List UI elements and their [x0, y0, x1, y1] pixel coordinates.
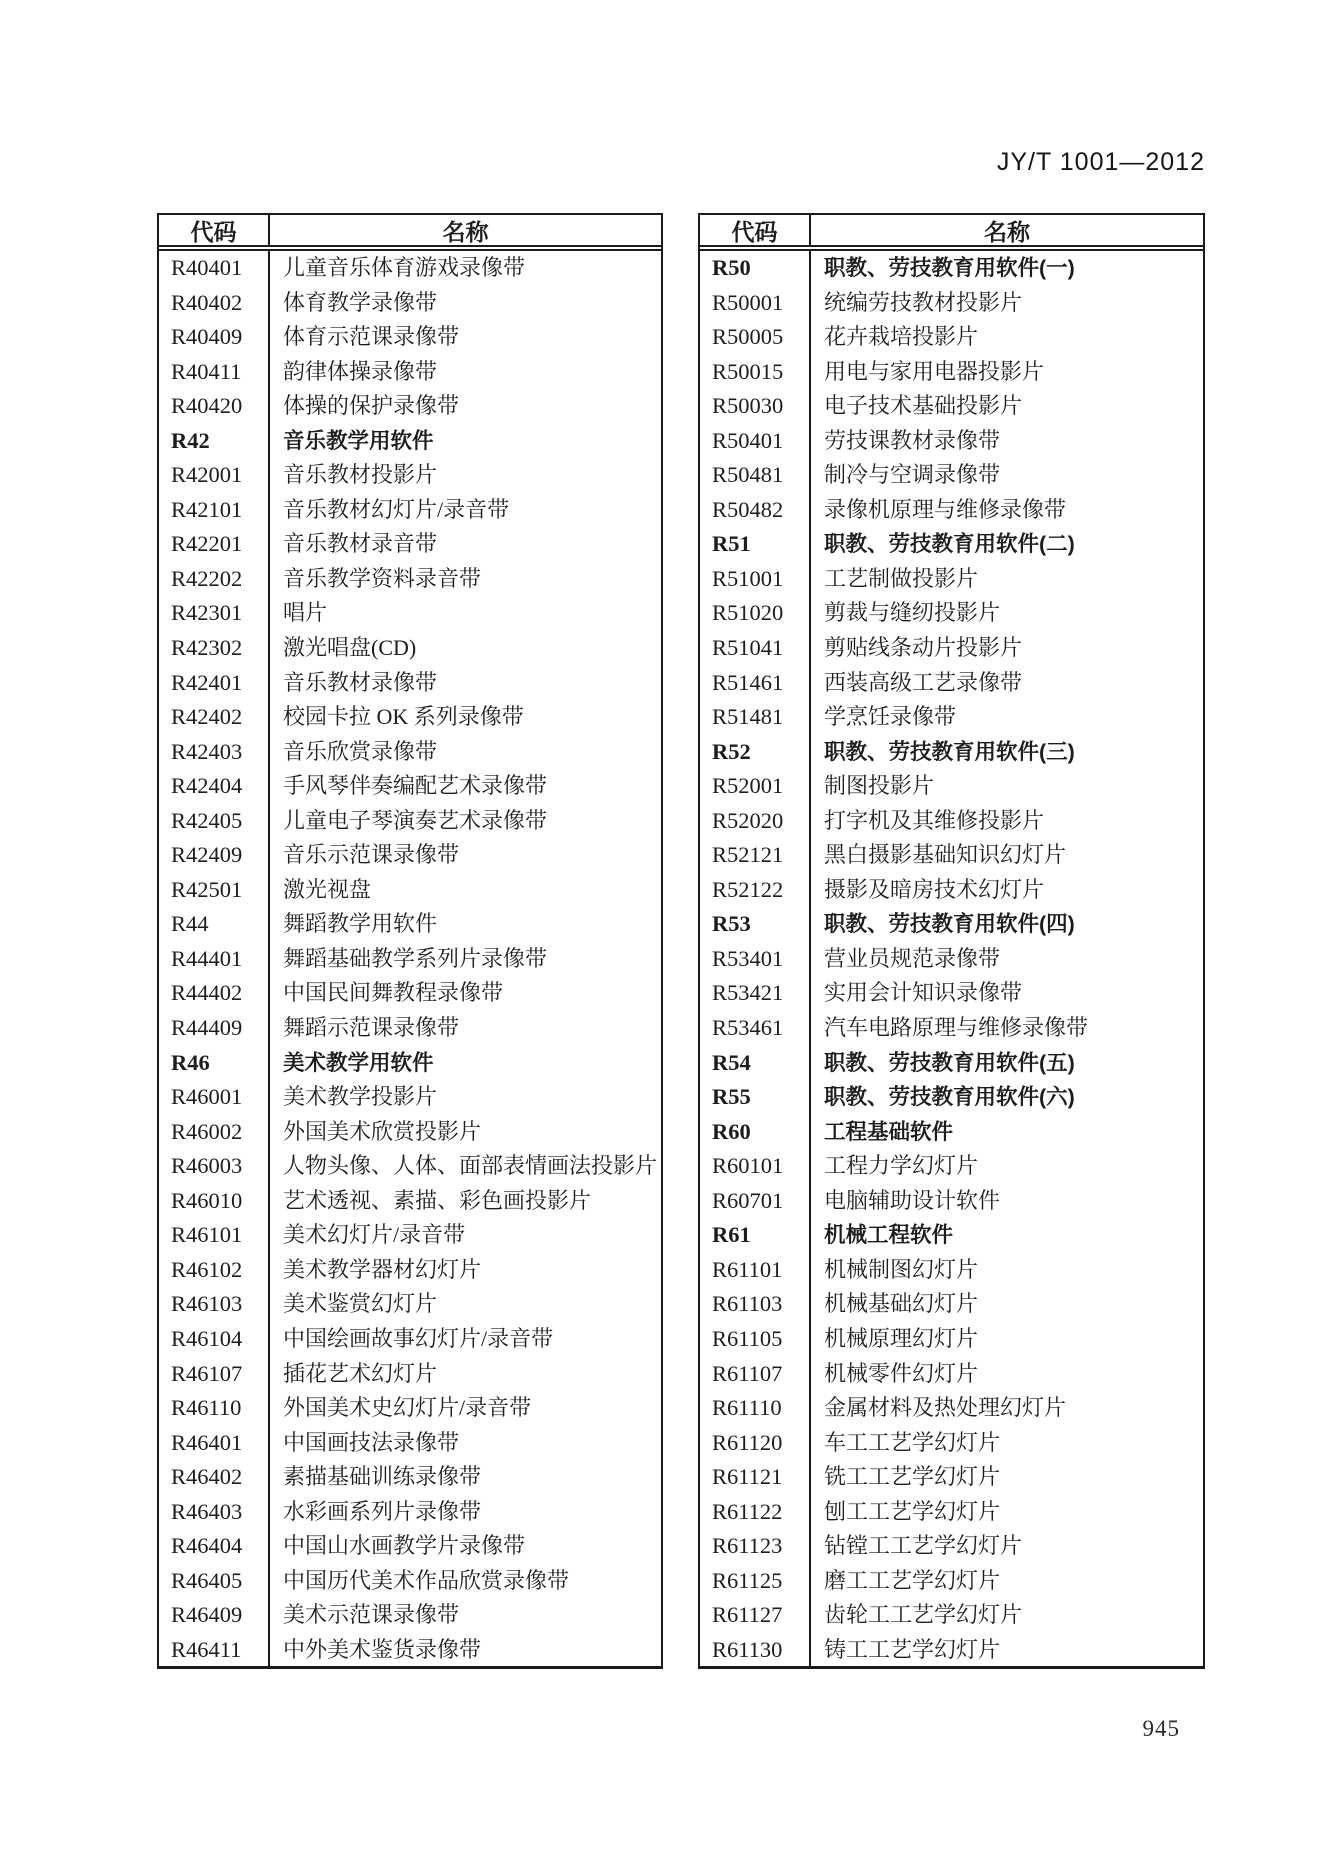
table-row: [159, 1495, 661, 1530]
name-cell: 实用会计知识录像带: [824, 980, 1023, 1006]
code-cell: R46001: [159, 1080, 270, 1115]
name-cell: 统编劳技教材投影片: [824, 289, 1023, 315]
name-cell: 机械制图幻灯片: [824, 1256, 979, 1282]
table-row: [700, 1011, 1203, 1046]
code-cell: R61103: [700, 1287, 811, 1322]
table-row: [700, 1564, 1203, 1599]
table-row: [159, 286, 661, 321]
table-row: [159, 666, 661, 701]
table-row: [159, 631, 661, 666]
table-row: [159, 1529, 661, 1564]
code-cell: R40420: [159, 389, 270, 424]
name-cell: 机械基础幻灯片: [824, 1291, 979, 1317]
code-cell: R61122: [700, 1495, 811, 1530]
table-row: [159, 562, 661, 597]
name-cell: 工艺制做投影片: [824, 565, 979, 591]
table-row: [700, 1046, 1203, 1081]
name-cell: 儿童电子琴演奏艺术录像带: [283, 807, 548, 833]
table-row: [700, 355, 1203, 390]
table-row: [159, 355, 661, 390]
name-cell: 中国画技法录像带: [283, 1429, 460, 1455]
name-cell: 汽车电路原理与维修录像带: [824, 1015, 1089, 1041]
code-cell: R61105: [700, 1322, 811, 1357]
name-cell: 工程基础软件: [824, 1119, 954, 1144]
code-cell: R40401: [159, 251, 270, 286]
name-cell: 儿童音乐体育游戏录像带: [283, 255, 526, 280]
name-cell: 舞蹈示范课录像带: [283, 1015, 460, 1041]
table-row: [159, 1357, 661, 1392]
name-cell: 花卉栽培投影片: [824, 324, 979, 350]
code-cell: R42301: [159, 596, 270, 631]
name-cell: 录像机原理与维修录像带: [824, 496, 1067, 522]
name-cell: 工程力学幻灯片: [824, 1153, 979, 1179]
name-cell: 中国绘画故事幻灯片/录音带: [283, 1325, 554, 1351]
name-cell: 激光视盘: [283, 876, 372, 902]
name-cell: 中外美术鉴货录像带: [283, 1636, 482, 1662]
name-cell: 中国山水画教学片录像带: [283, 1533, 526, 1559]
code-cell: R51: [700, 527, 811, 562]
table-row: [700, 976, 1203, 1011]
table-row: [159, 596, 661, 631]
name-cell: 劳技课教材录像带: [824, 427, 1001, 453]
code-cell: R61130: [700, 1633, 811, 1668]
table-row: [159, 1598, 661, 1633]
name-cell: 美术教学器材幻灯片: [283, 1256, 482, 1282]
name-cell: 校园卡拉 OK 系列录像带: [283, 704, 524, 730]
name-cell: 职教、劳技教育用软件(二): [824, 532, 1075, 557]
table-body: [700, 251, 1203, 1667]
code-cell: R46402: [159, 1460, 270, 1495]
table-row: [700, 1357, 1203, 1392]
code-cell: R46409: [159, 1598, 270, 1633]
code-cell: R42401: [159, 666, 270, 701]
code-cell: R55: [700, 1080, 811, 1115]
table-row: [700, 1218, 1203, 1253]
name-cell: 美术幻灯片/录音带: [283, 1222, 466, 1248]
name-cell: 西装高级工艺录像带: [824, 669, 1023, 695]
code-cell: R46103: [159, 1287, 270, 1322]
name-cell: 机械原理幻灯片: [824, 1325, 979, 1351]
name-cell: 中国民间舞教程录像带: [283, 980, 504, 1006]
table-row: [159, 1426, 661, 1461]
name-cell: 素描基础训练录像带: [283, 1464, 482, 1490]
table-row: [700, 666, 1203, 701]
code-cell: R53421: [700, 976, 811, 1011]
table-row: [159, 735, 661, 770]
code-table-left: [157, 213, 663, 1669]
name-cell: 水彩画系列片录像带: [283, 1498, 482, 1524]
code-cell: R50401: [700, 424, 811, 459]
code-cell: R46107: [159, 1357, 270, 1392]
name-cell: 打字机及其维修投影片: [824, 807, 1045, 833]
table-row: [159, 458, 661, 493]
name-cell: 职教、劳技教育用软件(三): [824, 739, 1075, 764]
name-cell: 音乐教材录音带: [283, 531, 438, 557]
name-cell: 制图投影片: [824, 773, 935, 799]
table-row: [700, 735, 1203, 770]
code-cell: R50030: [700, 389, 811, 424]
name-cell: 人物头像、人体、面部表情画法投影片: [283, 1153, 658, 1179]
code-cell: R61123: [700, 1529, 811, 1564]
code-cell: R52: [700, 735, 811, 770]
table-row: [159, 527, 661, 562]
name-cell: 外国美术史幻灯片/录音带: [283, 1395, 532, 1421]
name-cell: 体育示范课录像带: [283, 324, 460, 350]
name-cell: 音乐教材幻灯片/录音带: [283, 496, 510, 522]
code-cell: R60701: [700, 1184, 811, 1219]
table-row: [159, 804, 661, 839]
code-cell: R46101: [159, 1218, 270, 1253]
code-cell: R42201: [159, 527, 270, 562]
name-cell: 职教、劳技教育用软件(五): [824, 1050, 1075, 1075]
name-cell: 用电与家用电器投影片: [824, 358, 1045, 384]
name-cell: 音乐欣赏录像带: [283, 738, 438, 764]
code-cell: R61107: [700, 1357, 811, 1392]
name-cell: 职教、劳技教育用软件(一): [824, 256, 1075, 280]
table-row: [700, 873, 1203, 908]
code-cell: R52001: [700, 769, 811, 804]
name-cell: 剪裁与缝纫投影片: [824, 600, 1001, 626]
code-cell: R42: [159, 424, 270, 459]
table-header-row: [159, 215, 661, 251]
table-row: [700, 424, 1203, 459]
code-cell: R46411: [159, 1633, 270, 1668]
code-cell: R46002: [159, 1115, 270, 1150]
table-row: [700, 942, 1203, 977]
table-row: [700, 700, 1203, 735]
name-cell: 音乐示范课录像带: [283, 842, 460, 868]
name-cell: 营业员规范录像带: [824, 945, 1001, 971]
code-cell: R53: [700, 907, 811, 942]
code-cell: R53461: [700, 1011, 811, 1046]
name-cell: 摄影及暗房技术幻灯片: [824, 876, 1045, 902]
table-row: [159, 1218, 661, 1253]
code-cell: R42001: [159, 458, 270, 493]
table-row: [159, 873, 661, 908]
table-row: [159, 320, 661, 355]
name-cell: 体操的保护录像带: [283, 393, 460, 419]
table-row: [159, 1115, 661, 1150]
code-cell: R60: [700, 1115, 811, 1150]
name-cell: 黑白摄影基础知识幻灯片: [824, 842, 1067, 868]
code-cell: R40409: [159, 320, 270, 355]
table-row: [700, 1460, 1203, 1495]
code-cell: R44409: [159, 1011, 270, 1046]
table-row: [700, 907, 1203, 942]
table-row: [700, 631, 1203, 666]
table-row: [159, 1149, 661, 1184]
table-row: [700, 1495, 1203, 1530]
name-cell: 音乐教材录像带: [283, 669, 438, 695]
table-row: [700, 804, 1203, 839]
code-cell: R50005: [700, 320, 811, 355]
code-cell: R51481: [700, 700, 811, 735]
table-row: [159, 251, 661, 286]
code-cell: R42405: [159, 804, 270, 839]
code-cell: R44402: [159, 976, 270, 1011]
name-cell: 美术教学投影片: [283, 1084, 438, 1110]
table-row: [700, 1080, 1203, 1115]
name-cell: 制冷与空调录像带: [824, 462, 1001, 488]
name-cell: 铸工工艺学幻灯片: [824, 1636, 1001, 1662]
name-cell: 中国历代美术作品欣赏录像带: [283, 1567, 570, 1593]
code-cell: R42101: [159, 493, 270, 528]
code-cell: R46404: [159, 1529, 270, 1564]
code-cell: R53401: [700, 942, 811, 977]
name-cell: 美术鉴赏幻灯片: [283, 1291, 438, 1317]
code-cell: R46: [159, 1046, 270, 1081]
code-cell: R50482: [700, 493, 811, 528]
code-cell: R61127: [700, 1598, 811, 1633]
table-row: [700, 389, 1203, 424]
table-row: [700, 1426, 1203, 1461]
name-cell: 体育教学录像带: [283, 289, 438, 315]
table-body: [159, 251, 661, 1667]
table-row: [159, 976, 661, 1011]
table-row: [159, 1391, 661, 1426]
table-row: [159, 389, 661, 424]
name-cell: 电脑辅助设计软件: [824, 1187, 1001, 1213]
name-cell: 职教、劳技教育用软件(六): [824, 1085, 1075, 1110]
table-row: [159, 942, 661, 977]
code-cell: R50001: [700, 286, 811, 321]
table-row: [159, 907, 661, 942]
table-row: [159, 493, 661, 528]
code-cell: R50481: [700, 458, 811, 493]
name-cell: 美术示范课录像带: [283, 1602, 460, 1628]
table-row: [159, 769, 661, 804]
name-cell: 机械零件幻灯片: [824, 1360, 979, 1386]
code-cell: R61120: [700, 1426, 811, 1461]
table-row: [700, 1598, 1203, 1633]
table-row: [700, 493, 1203, 528]
code-cell: R54: [700, 1046, 811, 1081]
page-number: 945: [1142, 1716, 1180, 1741]
table-row: [159, 1253, 661, 1288]
column-header-code: 代码: [700, 215, 811, 245]
code-cell: R42402: [159, 700, 270, 735]
table-row: [159, 1011, 661, 1046]
code-cell: R50: [700, 251, 811, 286]
table-row: [700, 1253, 1203, 1288]
code-cell: R52121: [700, 838, 811, 873]
table-row: [159, 1322, 661, 1357]
code-cell: R46405: [159, 1564, 270, 1599]
table-row: [159, 700, 661, 735]
code-cell: R51041: [700, 631, 811, 666]
name-cell: 音乐教学用软件: [283, 428, 434, 453]
name-cell: 职教、劳技教育用软件(四): [824, 912, 1075, 937]
name-cell: 外国美术欣赏投影片: [283, 1118, 482, 1144]
code-cell: R42202: [159, 562, 270, 597]
code-cell: R40402: [159, 286, 270, 321]
code-cell: R52122: [700, 873, 811, 908]
table-row: [159, 1080, 661, 1115]
name-cell: 金属材料及热处理幻灯片: [824, 1395, 1067, 1421]
code-cell: R42302: [159, 631, 270, 666]
code-cell: R61121: [700, 1460, 811, 1495]
column-header-name: 名称: [442, 219, 489, 245]
table-row: [159, 1633, 661, 1668]
code-cell: R52020: [700, 804, 811, 839]
table-row: [700, 251, 1203, 286]
name-cell: 手风琴伴奏编配艺术录像带: [283, 773, 548, 799]
code-cell: R42403: [159, 735, 270, 770]
name-cell: 车工工艺学幻灯片: [824, 1429, 1001, 1455]
name-cell: 钻镗工工艺学幻灯片: [824, 1533, 1023, 1559]
table-row: [159, 1287, 661, 1322]
code-cell: R50015: [700, 355, 811, 390]
name-cell: 美术教学用软件: [283, 1050, 434, 1075]
table-row: [700, 562, 1203, 597]
name-cell: 音乐教学资料录音带: [283, 565, 482, 591]
name-cell: 磨工工艺学幻灯片: [824, 1567, 1001, 1593]
table-row: [159, 1046, 661, 1081]
code-cell: R51001: [700, 562, 811, 597]
table-row: [700, 527, 1203, 562]
code-cell: R40411: [159, 355, 270, 390]
code-cell: R60101: [700, 1149, 811, 1184]
doc-number-header: JY/T 1001—2012: [996, 148, 1205, 176]
code-cell: R61101: [700, 1253, 811, 1288]
table-row: [700, 596, 1203, 631]
code-cell: R46003: [159, 1149, 270, 1184]
code-cell: R51461: [700, 666, 811, 701]
table-row: [700, 1287, 1203, 1322]
table-row: [700, 1391, 1203, 1426]
name-cell: 机械工程软件: [824, 1223, 954, 1248]
name-cell: 刨工工艺学幻灯片: [824, 1498, 1001, 1524]
table-header-row: [700, 215, 1203, 251]
code-cell: R61110: [700, 1391, 811, 1426]
table-row: [159, 838, 661, 873]
table-row: [159, 1184, 661, 1219]
code-table-right: [698, 213, 1205, 1669]
table-row: [700, 1184, 1203, 1219]
table-row: [700, 1149, 1203, 1184]
table-row: [700, 320, 1203, 355]
code-cell: R46403: [159, 1495, 270, 1530]
code-cell: R42409: [159, 838, 270, 873]
column-header-name: 名称: [984, 219, 1030, 245]
name-cell: 舞蹈基础教学系列片录像带: [283, 945, 548, 971]
name-cell: 插花艺术幻灯片: [283, 1360, 438, 1386]
table-row: [700, 286, 1203, 321]
name-cell: 音乐教材投影片: [283, 462, 438, 488]
column-header-code: 代码: [159, 215, 270, 245]
name-cell: 唱片: [283, 600, 328, 626]
table-row: [700, 458, 1203, 493]
code-cell: R42404: [159, 769, 270, 804]
code-cell: R42501: [159, 873, 270, 908]
code-cell: R44401: [159, 942, 270, 977]
name-cell: 铣工工艺学幻灯片: [824, 1464, 1001, 1490]
table-row: [700, 1322, 1203, 1357]
table-row: [700, 769, 1203, 804]
name-cell: 韵律体操录像带: [283, 358, 438, 384]
table-row: [159, 1564, 661, 1599]
table-row: [700, 1529, 1203, 1564]
code-cell: R61: [700, 1218, 811, 1253]
code-cell: R46010: [159, 1184, 270, 1219]
name-cell: 艺术透视、素描、彩色画投影片: [283, 1187, 592, 1213]
code-cell: R61125: [700, 1564, 811, 1599]
code-cell: R51020: [700, 596, 811, 631]
table-row: [700, 838, 1203, 873]
code-cell: R46102: [159, 1253, 270, 1288]
table-row: [700, 1115, 1203, 1150]
table-row: [159, 424, 661, 459]
table-row: [700, 1633, 1203, 1668]
name-cell: 舞蹈教学用软件: [283, 911, 438, 937]
name-cell: 剪贴线条动片投影片: [824, 635, 1023, 661]
code-cell: R46104: [159, 1322, 270, 1357]
code-cell: R46110: [159, 1391, 270, 1426]
table-row: [159, 1460, 661, 1495]
name-cell: 电子技术基础投影片: [824, 393, 1023, 419]
code-cell: R44: [159, 907, 270, 942]
name-cell: 齿轮工工艺学幻灯片: [824, 1602, 1023, 1628]
name-cell: 学烹饪录像带: [824, 704, 957, 730]
code-cell: R46401: [159, 1426, 270, 1461]
name-cell: 激光唱盘(CD): [283, 635, 417, 661]
